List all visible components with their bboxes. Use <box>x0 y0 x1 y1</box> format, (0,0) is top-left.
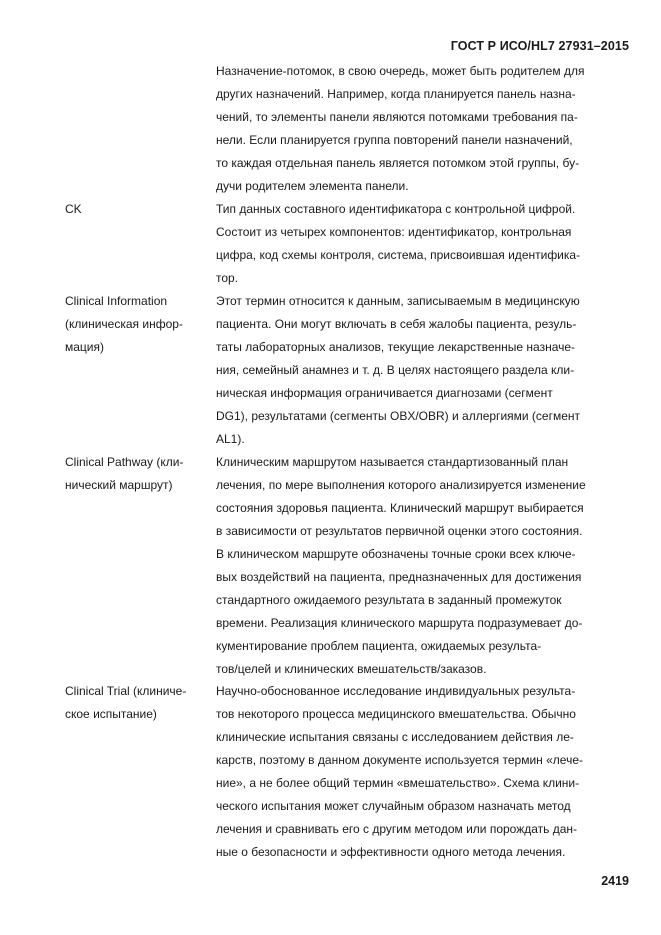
term-line: (клиническая инфор- <box>65 317 183 331</box>
glossary-definition <box>216 451 636 681</box>
definition-line: Состоит из четырех компонентов: идентификатор, контрольная <box>216 225 572 239</box>
definition-line: пациента. Они могут включать в себя жалобы пациента, резуль- <box>216 317 577 331</box>
glossary-definition <box>216 680 636 864</box>
definition-line: чений, то элементы панели являются потомками требования па- <box>216 110 578 124</box>
definition-line: карств, поэтому в данном документе используется термин «лече- <box>216 753 583 767</box>
glossary-term <box>65 680 210 726</box>
glossary-term <box>65 451 210 497</box>
glossary-term <box>65 290 210 359</box>
definition-line: Клиническим маршрутом называется стандартизованный план <box>216 455 569 469</box>
definition-line: то каждая отдельная панель является потомком этой группы, бу- <box>216 156 580 170</box>
glossary-term <box>65 198 210 221</box>
term-line: Clinical Trial (клиниче- <box>65 684 187 698</box>
term-line: нический маршрут) <box>65 478 173 492</box>
term-line: Clinical Pathway (кли- <box>65 455 184 469</box>
term-line: ское испытание) <box>65 707 157 721</box>
definition-line: Тип данных составного идентификатора с контрольной цифрой. <box>216 202 576 216</box>
definition-line: лечения, по мере выполнения которого анализируется изменение <box>216 478 586 492</box>
definition-line: Научно-обоснованное исследование индивидуальных результа- <box>216 684 576 698</box>
term-line: мация) <box>65 340 104 354</box>
definition-line: В клиническом маршруте обозначены точные сроки всех ключе- <box>216 547 576 561</box>
definition-line: ние», а не более общий термин «вмешательство». Схема клини- <box>216 776 580 790</box>
definition-line: таты лабораторных анализов, текущие лекарственные назначе- <box>216 340 576 354</box>
definition-line: других назначений. Например, когда планируется панель назна- <box>216 87 576 101</box>
definition-line: в зависимости от результатов первичной оценки этого состояния. <box>216 524 583 538</box>
definition-line: ные о безопасности и эффективности одного метода лечения. <box>216 845 566 859</box>
standard-id: ГОСТ Р ИСО/HL7 27931–2015 <box>450 39 629 53</box>
definition-line: Назначение-потомок, в свою очередь, может быть родителем для <box>216 64 585 78</box>
definition-line: DG1), результатами (сегменты OBX/OBR) и аллергиями (сегмент <box>216 409 581 423</box>
definition-line: AL1). <box>216 432 245 446</box>
definition-line: тов некоторого процесса медицинского вмешательства. Обычно <box>216 707 576 721</box>
definition-line: Этот термин относится к данным, записываемым в медицинскую <box>216 294 580 308</box>
definition-line: стандартного ожидаемого результата в заданный промежуток <box>216 593 562 607</box>
glossary-definition <box>216 290 636 451</box>
term-line: Clinical Information <box>65 294 168 308</box>
definition-line: ническая информация ограничивается диагнозами (сегмент <box>216 386 553 400</box>
definition-line: ческого испытания может случайным образом назначать метод <box>216 799 571 813</box>
glossary-definition <box>216 60 636 198</box>
page-number: 2419 <box>601 874 629 888</box>
definition-line: тов/целей и клинических вмешательств/заказов. <box>216 662 487 676</box>
definition-line: тор. <box>216 271 239 285</box>
document-header <box>451 39 629 53</box>
definition-line: ния, семейный анамнез и т. д. В целях настоящего раздела кли- <box>216 363 575 377</box>
definition-line: состояния здоровья пациента. Клинический маршрут выбирается <box>216 501 584 515</box>
definition-line: кументирование проблем пациента, ожидаемых результа- <box>216 639 542 653</box>
definition-line: вых воздействий на пациента, предназначенных для достижения <box>216 570 582 584</box>
definition-line: дучи родителем элемента панели. <box>216 179 409 193</box>
definition-line: времени. Реализация клинического маршрута подразумевает до- <box>216 616 583 630</box>
definition-line: лечения и сравнивать его с другим методом или порождать дан- <box>216 822 578 836</box>
definition-line: цифра, код схемы контроля, система, присвоившая идентифика- <box>216 248 581 262</box>
term-line: CK <box>65 202 82 216</box>
glossary-definition <box>216 198 636 290</box>
definition-line: нели. Если планируется группа повторений панели назначений, <box>216 133 573 147</box>
definition-line: клинические испытания связаны с исследованием действия ле- <box>216 730 574 744</box>
